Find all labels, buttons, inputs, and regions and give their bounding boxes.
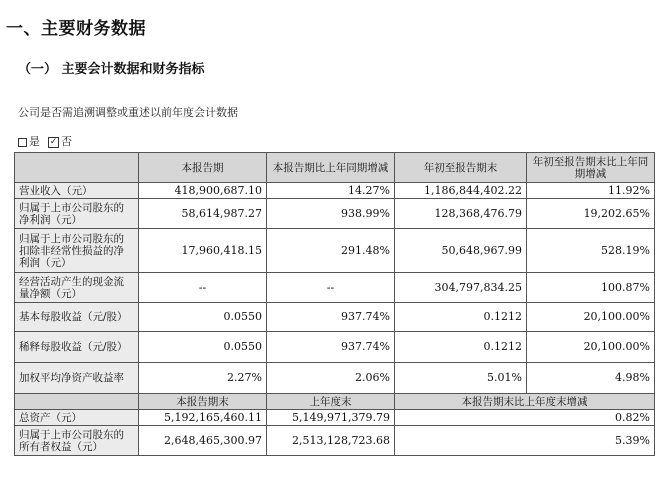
restatement-question: 公司是否需追溯调整或重述以前年度会计数据 [18,106,238,119]
cell-value: 937.74% [267,303,395,332]
cell-value: 0.1212 [395,332,527,363]
cell-value: 19,202.65% [527,199,655,229]
header-cell: 本报告期末比上年度末增减 [395,394,655,410]
financial-data-table [14,152,655,456]
cell-value: 2.27% [139,363,267,394]
cell-value: 2,648,465,300.97 [139,426,267,456]
header-cell [15,153,139,183]
cell-value: 937.74% [267,332,395,363]
cell-value: 17,960,418.15 [139,229,267,273]
cell-value: 100.87% [527,273,655,303]
cell-value: 58,614,987.27 [139,199,267,229]
header-cell: 年初至报告期末 [395,153,527,183]
table-header-row [15,153,655,183]
table-header-row [15,394,655,410]
header-cell: 本报告期 [139,153,267,183]
cell-value: 938.99% [267,199,395,229]
row-label: 归属于上市公司股东的所有者权益（元） [15,426,139,456]
row-label: 经营活动产生的现金流量净额（元） [15,273,139,303]
table-row [15,332,655,363]
cell-value: 11.92% [527,183,655,199]
table-row [15,273,655,303]
cell-value: 128,368,476.79 [395,199,527,229]
row-label: 稀释每股收益（元/股） [15,332,139,363]
no-label: 否 [61,135,72,148]
cell-value: 0.82% [395,410,655,426]
cell-value: 20,100.00% [527,303,655,332]
cell-value: -- [267,273,395,303]
row-label: 归属于上市公司股东的净利润（元） [15,199,139,229]
cell-value: 0.0550 [139,332,267,363]
cell-value: 50,648,967.99 [395,229,527,273]
cell-value: 304,797,834.25 [395,273,527,303]
cell-value: 0.1212 [395,303,527,332]
table-row [15,183,655,199]
row-label: 归属于上市公司股东的扣除非经常性损益的净利润（元） [15,229,139,273]
cell-value: 4.98% [527,363,655,394]
no-checkbox-checked-icon: ✓ [49,136,58,147]
cell-value: 528.19% [527,229,655,273]
table-row [15,410,655,426]
header-cell: 上年度末 [267,394,395,410]
cell-value: 418,900,687.10 [139,183,267,199]
section-title: 一、主要财务数据 [6,19,146,39]
restatement-answer [18,133,72,149]
cell-value: 0.0550 [139,303,267,332]
yes-label: 是 [29,135,40,148]
cell-value: 5.01% [395,363,527,394]
header-cell: 年初至报告期末比上年同期增减 [527,153,655,183]
table-row [15,363,655,394]
table-row [15,303,655,332]
header-cell [15,394,139,410]
subsection-title: （一） 主要会计数据和财务指标 [18,62,205,77]
table-row [15,229,655,273]
cell-value: 291.48% [267,229,395,273]
cell-value: 2,513,128,723.68 [267,426,395,456]
table-row [15,199,655,229]
row-label: 营业收入（元） [15,183,139,199]
cell-value: 2.06% [267,363,395,394]
cell-value: -- [139,273,267,303]
cell-value: 20,100.00% [527,332,655,363]
table-row [15,426,655,456]
cell-value: 5,149,971,379.79 [267,410,395,426]
row-label: 基本每股收益（元/股） [15,303,139,332]
cell-value: 5,192,165,460.11 [139,410,267,426]
header-cell: 本报告期比上年同期增减 [267,153,395,183]
cell-value: 14.27% [267,183,395,199]
header-cell: 本报告期末 [139,394,267,410]
cell-value: 5.39% [395,426,655,456]
cell-value: 1,186,844,402.22 [395,183,527,199]
row-label: 加权平均净资产收益率 [15,363,139,394]
row-label: 总资产（元） [15,410,139,426]
yes-checkbox-icon [18,138,27,147]
